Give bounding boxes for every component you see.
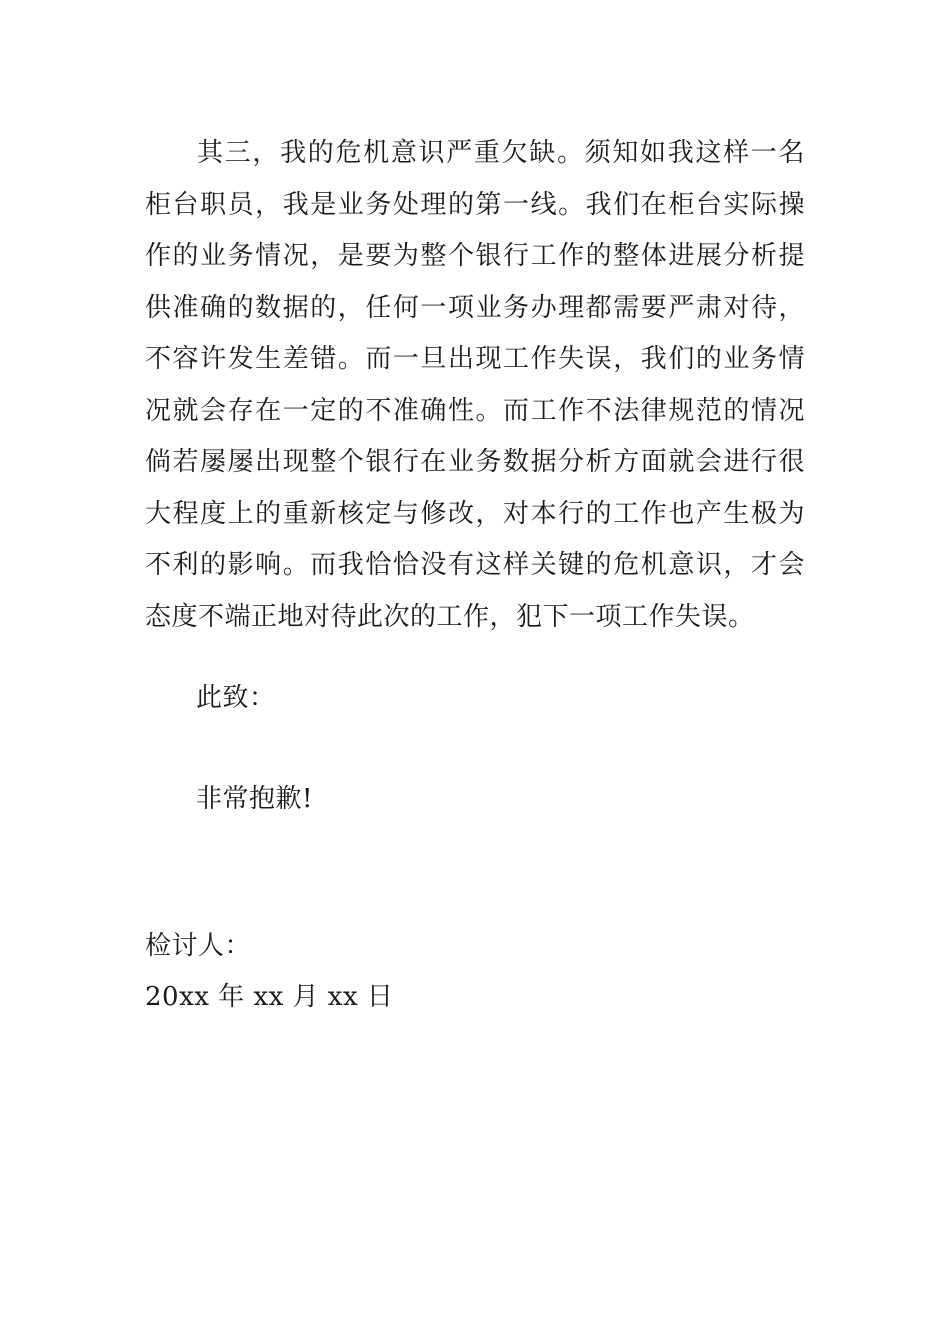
signer-label: 检讨人：: [145, 931, 252, 961]
closing-salutation: 此致：: [196, 683, 276, 713]
body-paragraph: 其三，我的危机意识严重欠缺。须知如我这样一名柜台职员，我是业务处理的第一线。我们在柜台实际操作的业务情况，是要为整个银行工作的整体进展分析提供准确的数据的，任何一项业务办理都需要严肃对待，不容许发生差错。而一旦出现工作失误，我们的业务情况就会存在一定的不准确性。而工作不法律规范的情况倘若屡屡出现整个银行在业务数据分析方面就会进行很大程度上的重新核定与修改，对本行的工作也产生极为不利的影响。而我恰恰没有这样关键的危机意识，才会态度不端正地对待此次的工作，犯下一项工作失误。: [145, 138, 805, 632]
date-line: 20xx 年 xx 月 xx 日: [145, 982, 394, 1012]
apology-line: 非常抱歉!: [196, 784, 313, 814]
